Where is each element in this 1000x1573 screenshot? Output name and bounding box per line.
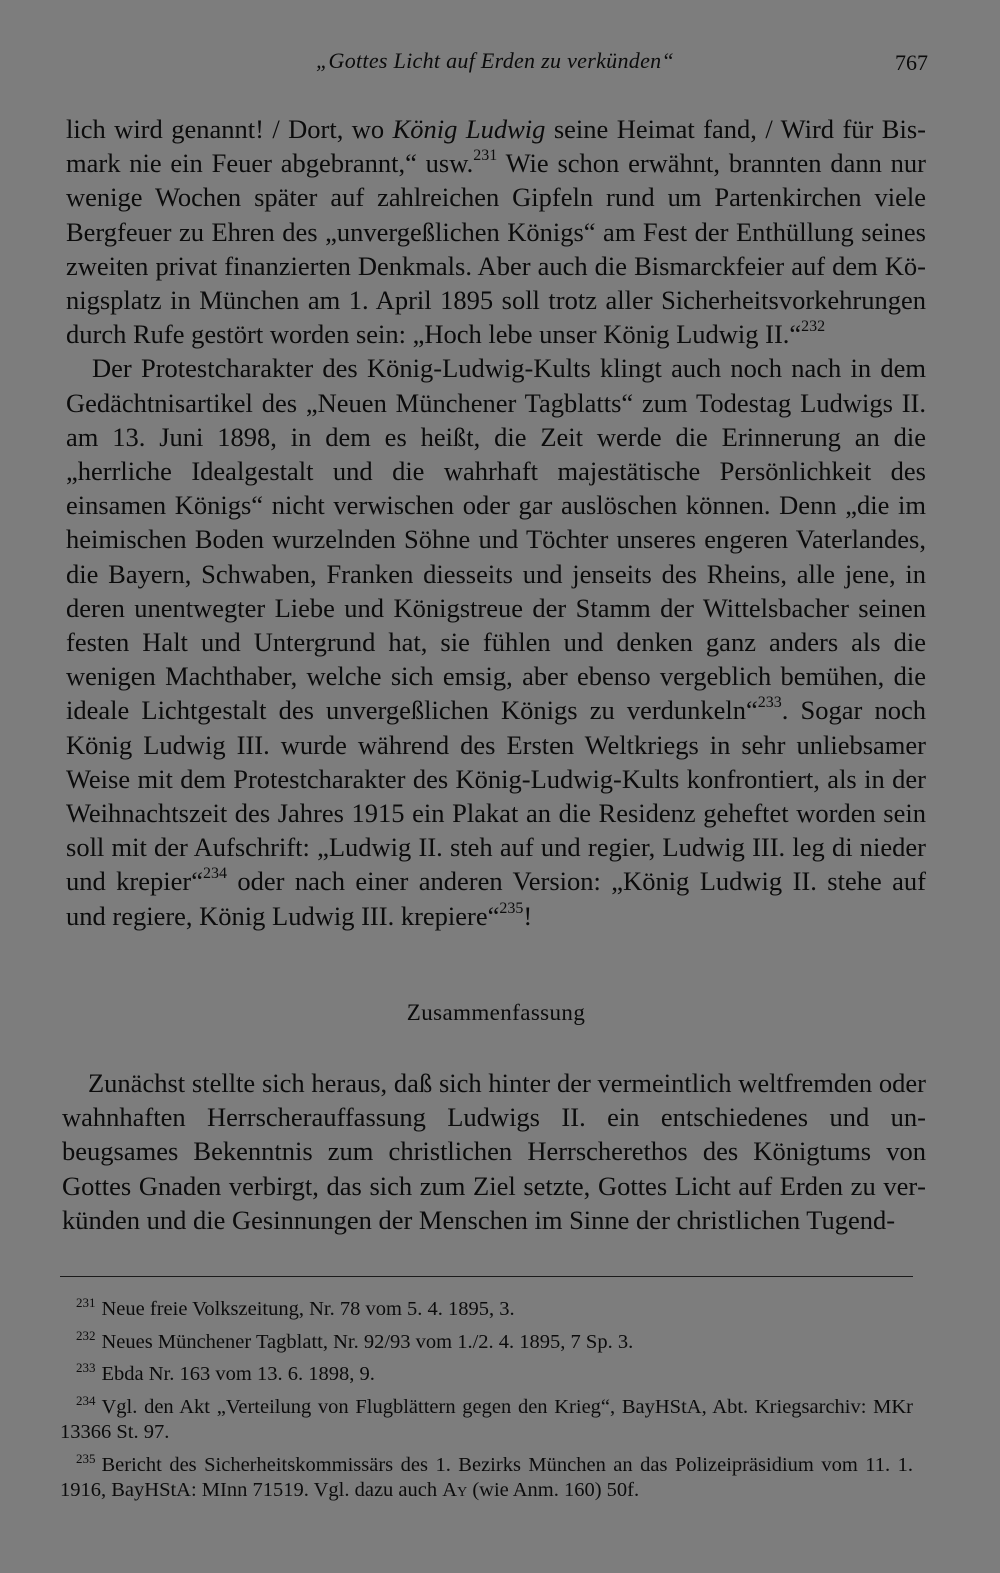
footnote-text: Neues Münchener Tagblatt, Nr. 92/93 vom 1./2. 4. 1895, 7 Sp. 3. — [101, 1330, 634, 1353]
footnote — [60, 1323, 913, 1356]
text-run: lich wird genannt! / Dort, wo — [66, 114, 393, 144]
paragraph-1 — [66, 112, 926, 351]
footnote-text: Neue freie Volkszeitung, Nr. 78 vom 5. 4. 1895, 3. — [101, 1298, 515, 1320]
running-head — [62, 48, 928, 80]
footnote-number: 231 — [76, 1295, 96, 1310]
text-run: . Sogar noch König Ludwig III. wurde während des Ersten Weltkriegs in sehr unliebsamer Weise mit dem Protestcharakter des König-Ludwig-Kults konfrontiert, als in der Weihnachtszeit des Jahres 1915 ein Plakat an die Residenz geheftet worden sein soll mit der Aufschrift: „Ludwig II. steh auf und regier, Ludwig III. leg di nieder und krepier“ — [66, 695, 926, 897]
footnote-text: (wie Anm. 160) 50f. — [467, 1479, 640, 1501]
footnote-ref: 232 — [801, 318, 826, 336]
footnote-ref: 231 — [473, 147, 498, 165]
text-run: oder nach einer anderen Version: „König Ludwig II. stehe auf und regiere, König Ludwig III. krepiere“ — [66, 866, 926, 931]
paragraph-2 — [66, 351, 926, 932]
running-title: „Gottes Licht auf Erden zu verkünden“ — [316, 48, 674, 73]
footnote — [60, 1355, 913, 1388]
section-heading: Zusammenfassung — [406, 1000, 586, 1025]
main-text — [66, 112, 926, 933]
text-run: seine Heimat fand, / Wird für Bismark nie ein Feuer abgebrannt,“ usw. — [66, 114, 926, 179]
footnote — [60, 1388, 913, 1446]
footnote — [60, 1290, 913, 1323]
footnote-text: Ebda Nr. 163 vom 13. 6. 1898, 9. — [101, 1363, 375, 1385]
footnote-number: 232 — [76, 1327, 96, 1343]
footnotes — [60, 1290, 913, 1504]
page-number: 767 — [895, 50, 928, 75]
footnote-ref: 233 — [757, 694, 782, 712]
summary-paragraph: Zunächst stellte sich heraus, daß sich hinter der vermeintlich weltfremden oder wahnhaften Herrscherauffassung Ludwigs II. ein entschiedenes und unbeugsames Bekenntnis zum christlichen Herrscherethos des Königtums von Gottes Gnaden verbirgt, das sich zum Ziel setzte, Gottes Licht auf Erden zu verkünden und die Gesinnungen der Menschen im Sinne der christlichen Tugend- — [62, 1068, 926, 1235]
author-small-caps: Ay — [442, 1479, 468, 1501]
text-run: ! — [523, 900, 533, 931]
footnote-text: Vgl. den Akt „Verteilung von Flugblättern gegen den Krieg“, BayHStA, Abt. Kriegsarchiv: MKr 13366 St. 97. — [60, 1395, 913, 1443]
footnote-text: Bericht des Sicherheitskommissärs des 1. Bezirks München an das Polizeipräsidium vom 11. 1. 1916, BayHStA: MInn 71519. Vgl. dazu auch — [60, 1453, 913, 1501]
footnote-ref: 235 — [499, 899, 524, 917]
footnote-number: 233 — [76, 1360, 96, 1375]
text-run: Wie schon erwähnt, brannten dann nur wenige Wochen später auf zahlreichen Gipfeln rund um Partenkirchen viele Bergfeuer zu Ehren des „unvergeßlichen Königs“ am Fest der Enthüllung seines zweiten privat finanzierten Denkmals. Aber auch die Bismarckfeier auf dem Königsplatz in München am 1. April 1895 soll trotz aller Sicherheitsvorkehrungen durch Rufe gestört worden sein: „Hoch lebe unser König Ludwig II.“ — [66, 148, 926, 350]
italic-name: König Ludwig — [392, 114, 546, 144]
footnote — [60, 1446, 913, 1504]
summary-text — [62, 1066, 926, 1237]
footnote-ref: 234 — [202, 865, 227, 883]
text-run: Der Protestcharakter des König-Ludwig-Kults klingt auch noch nach in dem Gedächtnisartikel des „Neuen Münchener Tagblatts“ zum Todestag Ludwigs II. am 13. Juni 1898, in dem es heißt, die Zeit werde die Erinnerung an die „herrliche Idealgestalt und die wahrhaft majestätische Persönlichkeit des einsamen Königs“ nicht verwischen oder gar auslöschen können. Denn „die im heimischen Boden wurzelnden Söhne und Töchter unseres engeren Vaterlandes, die Bayern, Schwaben, Franken diesseits und jenseits des Rheins, alle jene, in deren unentwegter Liebe und Königstreue der Stamm der Wittelsbacher seinen festen Halt und Untergrund hat, sie fühlen und denken ganz anders als die wenigen Machthaber, welche sich emsig, aber ebenso vergeblich bemühen, die ideale Lichtgestalt des unvergeßlichen Königs zu verdunkeln“ — [66, 353, 926, 726]
footnote-number: 234 — [76, 1392, 96, 1408]
footnote-number: 235 — [76, 1450, 96, 1466]
footnote-divider — [60, 1276, 913, 1277]
